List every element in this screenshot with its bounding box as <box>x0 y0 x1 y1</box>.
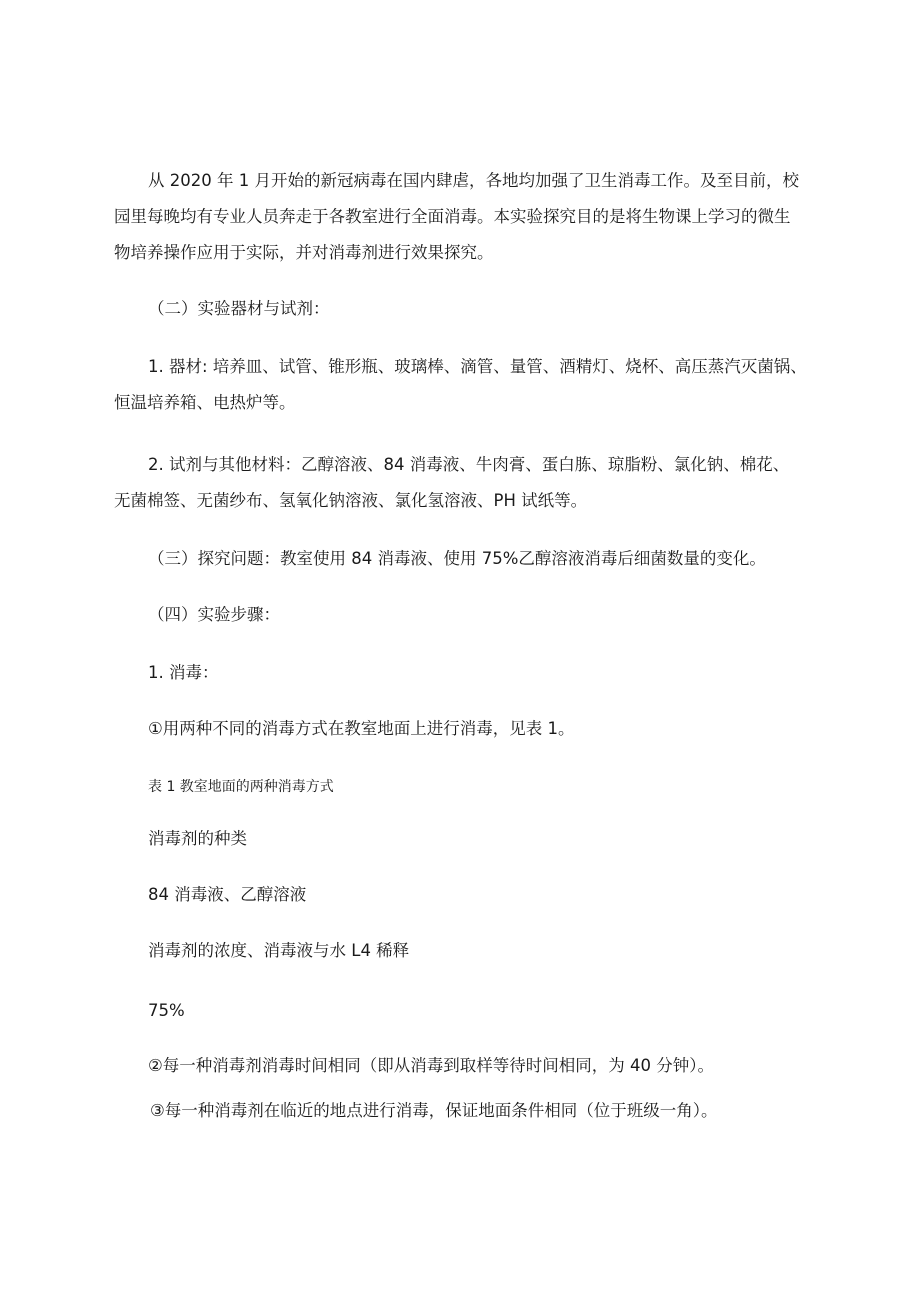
table-1-row-2-label: 消毒剂的浓度、消毒液与水 L4 稀释 <box>148 941 410 960</box>
equipment-line-2: 恒温培养箱、电热炉等。 <box>114 393 296 412</box>
section-2-heading: （二）实验器材与试剂： <box>148 299 330 318</box>
intro-line-3: 物培养操作应用于实际，并对消毒剂进行效果探究。 <box>114 243 494 262</box>
equipment-line-1: 1. 器材: 培养皿、试管、锥形瓶、玻璃棒、滴管、量管、酒精灯、烧杯、高压蒸汽灭菌锅、 <box>148 357 807 376</box>
step-item-1: ①用两种不同的消毒方式在教室地面上进行消毒，见表 1。 <box>148 719 575 738</box>
table-1-row-2-value: 75% <box>148 1001 185 1020</box>
step-item-3: ③每一种消毒剂在临近的地点进行消毒，保证地面条件相同（位于班级一角）。 <box>150 1101 718 1120</box>
table-1-row-1-value: 84 消毒液、乙醇溶液 <box>148 885 307 904</box>
intro-line-1: 从 2020 年 1 月开始的新冠病毒在国内肆虐，各地均加强了卫生消毒工作。及至目前，校 <box>148 171 799 190</box>
table-1-row-1-label: 消毒剂的种类 <box>148 829 247 848</box>
step-1-heading: 1. 消毒： <box>148 663 219 682</box>
reagents-line-2: 无菌棉签、无菌纱布、氢氧化钠溶液、氯化氢溶液、PH 试纸等。 <box>114 491 588 510</box>
step-item-2: ②每一种消毒剂消毒时间相同（即从消毒到取样等待时间相同，为 40 分钟）。 <box>148 1056 715 1075</box>
reagents-line-1: 2. 试剂与其他材料：乙醇溶液、84 消毒液、牛肉膏、蛋白胨、琼脂粉、氯化钠、棉花、 <box>148 455 790 474</box>
section-3-question: （三）探究问题：教室使用 84 消毒液、使用 75%乙醇溶液消毒后细菌数量的变化。 <box>148 549 766 568</box>
table-1-caption: 表 1 教室地面的两种消毒方式 <box>148 779 334 795</box>
intro-line-2: 园里每晚均有专业人员奔走于各教室进行全面消毒。本实验探究目的是将生物课上学习的微生 <box>114 207 791 226</box>
section-4-heading: （四）实验步骤： <box>148 605 280 624</box>
